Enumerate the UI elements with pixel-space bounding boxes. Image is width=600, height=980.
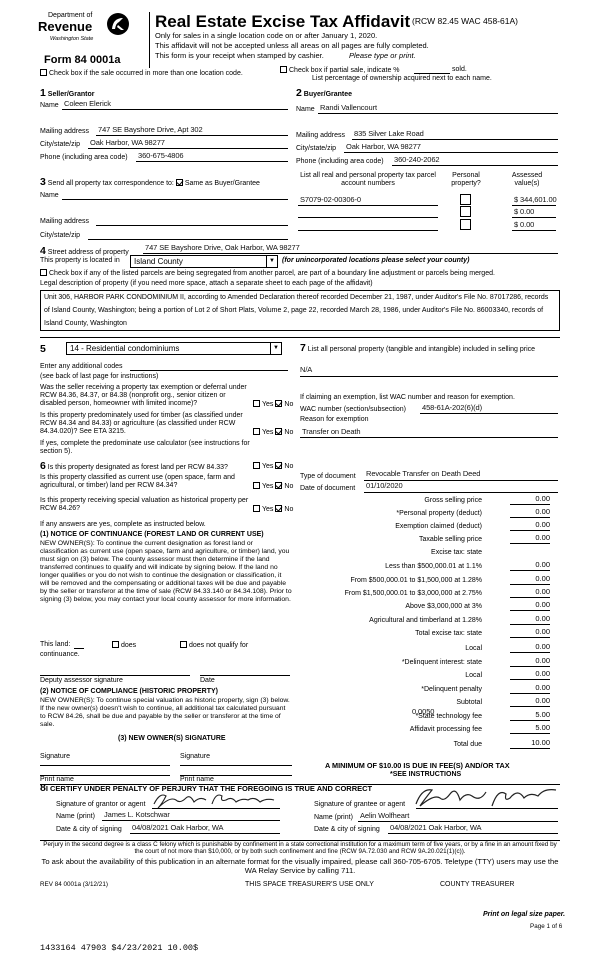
does-row [112,641,136,650]
same-as-buyer-label: Same as Buyer/Grantee [184,180,260,187]
grantor-sig-label: Signature of grantor or agent [56,801,146,808]
sec7-label: List all personal property (tangible and intangible) included in selling price [307,346,536,353]
sec5-q1: Was the seller receiving a property tax exemption or deferral under RCW 84.36, 84.37, or 84.38 (nonprofit org., senior citizen or disabled person, homeowner with limited income)? [40,384,247,408]
parcel-header: List all real and personal property tax parcel account numbers [300,172,436,188]
buyer-city-field[interactable]: Oak Harbor, WA 98277 [346,142,421,151]
assessed-value-2[interactable]: $ 0.00 [514,207,535,216]
no-label: No [284,429,294,436]
tax-row-label: Excise tax: state [431,549,482,556]
deputy-label: Deputy assessor signature [40,677,123,684]
seller-mailing-field[interactable]: 747 SE Bayshore Drive, Apt 302 [98,125,203,134]
county-note: (for unincorporated locations please select your county) [282,257,470,264]
multi-location-checkbox[interactable] [40,69,47,76]
county-select[interactable] [130,255,278,268]
header-line-1: Only for sales in a single location code on or after January 1, 2020. [155,31,378,40]
grantor-print-field[interactable]: James L. Kotschwar [104,810,170,819]
assessed-value-1[interactable]: $ 344,601.00 [514,195,557,204]
does-not-row [180,641,248,650]
yes-label: Yes [262,429,274,436]
located-label: This property is located in [40,257,120,264]
tax-row-label: Above $3,000,000 at 3% [405,603,482,610]
revenue-logo [38,12,138,52]
partial-sale-label: Check box if partial sale, indicate % [289,67,400,74]
buyer-name-label: Name [296,106,315,113]
legal-label: Legal description of property (if you need more space, attach a separate sheet to each page of the affidavit) [40,280,373,287]
forest-no-checkbox[interactable] [275,462,282,469]
doc-date-label: Date of document [300,485,356,492]
parcel-number-2[interactable] [298,217,438,218]
rev-number: REV 84 0001a (3/12/21) [40,881,108,888]
grantee-print-field[interactable]: Aelin Wolfheart [360,811,410,820]
partial-sold-label: sold. [452,66,467,73]
segregated-label: Check box if any of the listed parcels are being segregated from another parcel, are part of a boundary line adjustment or parcels being merged. [49,270,495,277]
tax-row-label: Less than $500,000.01 at 1.1% [385,563,482,570]
seller-name-label: Name [40,102,59,109]
owner-sig-field-2[interactable] [180,765,292,766]
grantee-date-field[interactable]: 04/08/2021 Oak Harbor, WA [390,823,482,832]
sec5-q2: Is this property predominately used for timber (as classified under RCW 84.34 and 84.33) or agriculture (as classified under RCW 84.34.020)? See ETA 3215. [40,412,243,436]
sec8-certify: I CERTIFY UNDER PENALTY OF PERJURY THAT THE FOREGOING IS TRUE AND CORRECT [45,784,373,793]
sec4-label: Street address of property [47,249,129,256]
sec3-mailing-field[interactable] [96,225,288,226]
q1-yes-checkbox[interactable] [253,400,260,407]
land-use-value: 14 - Residential condominiums [70,344,180,353]
land-use-select[interactable] [66,342,282,355]
segregated-checkbox[interactable] [40,269,47,276]
multi-location-row [40,69,243,78]
tax-row-label: Gross selling price [424,497,482,504]
tax-row-value[interactable]: 0.00 [510,670,550,680]
grantee-signature [410,784,560,812]
sec3-city-label: City/state/zip [40,232,81,239]
tax-row-value[interactable]: 0.00 [510,657,550,667]
sec5-q2-answer [253,428,293,437]
sec3-number: 3 [40,176,46,188]
tax-row-value[interactable]: 0.00 [510,561,550,571]
tax-row-value[interactable]: 0.00 [510,508,550,518]
tax-row-label: Exemption claimed (deduct) [395,523,482,530]
current-use-yes-checkbox[interactable] [253,482,260,489]
property-address-field[interactable]: 747 SE Bayshore Drive, Oak Harbor, WA 98277 [145,243,300,252]
logo-revenue: Revenue [38,19,93,34]
deputy-date-field[interactable] [200,675,290,676]
seller-phone-field[interactable]: 360-675-4806 [138,151,184,160]
reason-label: Reason for exemption [300,416,369,423]
multi-location-label: Check box if the sale occurred in more than one location code. [49,70,243,77]
chevron-down-icon: ▼ [270,343,281,355]
chevron-down-icon: ▼ [266,256,277,268]
sec6-q1: Is this property designated as forest land per RCW 84.33? [47,464,228,471]
header-line-2: This affidavit will not be accepted unless all areas on all pages are fully completed. [155,41,429,50]
assessed-header: Assessed value(s) [511,172,543,188]
perjury-notice: Perjury in the second degree is a class C felony which is punishable by confinement in a state correctional institution for a maximum term of five years, or by a fine in an amount fixed by the court of not more than $10,000, or by both such confinement and fine (RCW 9A.72.030 and RCW 9A.20.021(1)(c)). [43,841,557,856]
logo-mark-icon [106,12,130,36]
does-not-label: does not qualify for [189,642,249,649]
tax-row-label: *Delinquent penalty [421,686,482,693]
exemption-label: If claiming an exemption, list WAC number and reason for exemption. [300,394,515,401]
tax-row-value[interactable]: 0.00 [510,495,550,505]
personal-checkbox-3[interactable] [460,219,471,230]
no-label: No [284,463,294,470]
deputy-date-label: Date [200,677,215,684]
county-value: Island County [134,257,183,266]
tax-row-label: Subtotal [456,699,482,706]
q2-yes-checkbox[interactable] [253,428,260,435]
tax-row-label: Taxable selling price [418,536,482,543]
sec6-q3: Is this property receiving special valuation as historical property per RCW 84.26? [40,497,249,513]
sec6-q2-answer [253,482,293,491]
segregated-row [40,269,495,278]
addl-codes-field[interactable] [130,370,288,371]
yes-label: Yes [262,401,274,408]
wac-field[interactable]: 458-61A-202(6)(d) [422,403,482,412]
tax-row-label: Total due [453,741,482,748]
tax-row-label: Local [465,672,482,679]
form-title: Real Estate Excise Tax Affidavit [155,12,411,31]
sec3-name-label: Name [40,192,59,199]
grantee-print-label: Name (print) [314,814,353,821]
sec2-label: Buyer/Grantee [303,91,353,98]
assessed-value-3[interactable]: $ 0.00 [514,220,535,229]
tax-row-label: *Delinquent interest: state [401,659,482,666]
personal-checkbox-2[interactable] [460,206,471,217]
sec2-number: 2 [296,87,302,99]
tax-row-value[interactable]: 0.00 [510,684,550,694]
doc-type-field[interactable]: Revocable Transfer on Death Deed [366,469,481,478]
buyer-mailing-field[interactable]: 835 Silver Lake Road [354,129,424,138]
compliance-text: NEW OWNER(S): To continue special valuation as historic property, sign (3) below. If the new owner(s) doesn't wish to continue, all additional tax calculated pursuant to RCW 84.26, shall be due and payable by the seller or transferor at the time of sale. [40,697,290,729]
tax-row-value[interactable]: 0.00 [510,534,550,544]
ownership-note: List percentage of ownership acquired next to each name. [312,75,492,82]
tax-row-value[interactable]: 0.00 [510,628,550,638]
sec6-q2: Is this property classified as current use (open space, farm and agricultural, or timber) land per RCW 84.34? [40,474,235,490]
tax-row-value[interactable]: 5.00 [510,724,550,734]
historic-yes-checkbox[interactable] [253,505,260,512]
seller-mailing-label: Mailing address [40,128,90,135]
grantor-signature [150,790,280,812]
grantor-print-label: Name (print) [56,813,95,820]
grantee-sig-label: Signature of grantee or agent [314,801,406,808]
owner-print-label-2: Print name [180,776,214,783]
owner-sig-label-2: Signature [180,753,210,760]
header-line-3: This form is your receipt when stamped by cashier. [155,51,324,60]
header-italic: Please type or print. [349,51,416,60]
tax-row-value[interactable]: 0.00 [510,697,550,707]
seller-city-label: City/state/zip [40,141,81,148]
tax-row-value[interactable]: 0.00 [510,615,550,625]
parcel-number-3[interactable] [298,230,438,231]
same-as-buyer-checkbox[interactable] [176,179,183,186]
sec1-number: 1 [40,87,46,99]
yes-label: Yes [262,483,274,490]
reason-field[interactable]: Transfer on Death [302,427,361,436]
grantor-date-label: Date & city of signing [56,826,122,833]
land-label: This land: [40,641,71,648]
yes-label: Yes [262,506,274,513]
buyer-name-field[interactable]: Randi Vallencourt [320,103,377,112]
buyer-phone-label: Phone (including area code) [296,158,384,165]
sec4-number: 4 [40,245,46,257]
accessibility-notice: To ask about the availability of this publication in an alternate format for the visually impaired, please call 360-705-6705. Teletype (TTY) users may use the WA Relay Service by calling 711. [41,857,559,876]
continuance-label: continuance. [40,651,80,658]
tax-row-label: From $500,000.01 to $1,500,000 at 1.28% [350,577,482,584]
new-owner-heading: (3) NEW OWNER(S) SIGNATURE [118,735,226,742]
partial-sale-checkbox[interactable] [280,66,287,73]
tax-row-label: Total excise tax: state [415,630,482,637]
no-label: No [284,483,294,490]
no-label: No [284,506,294,513]
no-label: No [284,401,294,408]
historic-no-checkbox[interactable] [275,505,282,512]
tax-row-label: *State technology fee [415,713,482,720]
sec5-q1-answer [253,400,293,409]
tax-row-value[interactable]: 0.00 [510,601,550,611]
grantor-date-field[interactable]: 04/08/2021 Oak Harbor, WA [132,823,224,832]
q2-no-checkbox[interactable] [275,428,282,435]
addl-codes-note: (see back of last page for instructions) [40,373,159,380]
form-number: Form 84 0001a [44,54,121,66]
tax-row-label: Local [465,645,482,652]
sec3-mailing-label: Mailing address [40,218,90,225]
sec7-number: 7 [300,342,306,354]
partial-pct-field[interactable] [414,73,450,74]
sec6-q3-answer [253,505,293,514]
sec6-q1-answer [253,462,293,471]
buyer-city-label: City/state/zip [296,145,337,152]
owner-print-label-1: Print name [40,776,74,783]
q1-no-checkbox[interactable] [275,400,282,407]
form-title-ref: (RCW 82.45 WAC 458-61A) [412,16,518,26]
sec3-city-field[interactable] [88,239,288,240]
logo-dept: Department of [48,12,93,19]
sec5-q2b: If yes, complete the predominate use calculator (see instructions for section 5). [40,440,250,456]
tax-row-label: *Personal property (deduct) [396,510,482,517]
yes-label: Yes [262,463,274,470]
sec6-note: If any answers are yes, complete as instructed below. [40,521,206,528]
doc-date-field[interactable]: 01/10/2020 [366,481,403,490]
wac-label: WAC number (section/subsection) [300,406,406,413]
tax-row-value[interactable]: 10.00 [510,739,550,749]
tax-row-label: Affidavit processing fee [409,726,482,733]
compliance-heading: (2) NOTICE OF COMPLIANCE (HISTORIC PROPERTY) [40,688,218,695]
personal-checkbox-1[interactable] [460,194,471,205]
deputy-sig-field[interactable] [40,675,190,676]
continuance-heading: (1) NOTICE OF CONTINUANCE (FOREST LAND OR CURRENT USE) [40,531,264,538]
doc-type-label: Type of document [300,473,356,480]
legal-size-note: Print on legal size paper. [483,911,566,918]
sec6-number: 6 [40,460,46,472]
seller-city-field[interactable]: Oak Harbor, WA 98277 [90,138,165,147]
tax-row-label: From $1,500,000.01 to $3,000,000 at 2.75% [344,590,482,597]
tax-row-label: Agricultural and timberland at 1.28% [369,617,482,624]
recording-stamp: 1433164 47903 $4/23/2021 10.00$ [40,943,199,953]
logo-state: Washington State [50,36,94,42]
treasurer-use: THIS SPACE TREASURER'S USE ONLY [245,881,374,888]
forest-yes-checkbox[interactable] [253,462,260,469]
tax-row-value[interactable]: 0.00 [510,575,550,585]
addl-codes-label: Enter any additional codes [40,363,123,370]
buyer-mailing-label: Mailing address [296,132,346,139]
partial-sale-row [280,66,400,75]
seller-phone-label: Phone (including area code) [40,154,128,161]
seller-name-field[interactable]: Coleen Elerick [64,99,111,108]
continuance-text: NEW OWNER(S): To continue the current designation as forest land or classification as current use (open space, farm and agriculture, or timber) land, you must sign on (3) below. The county assessor must then determine if the land transferred continues to qualify and will indicate by signing below. If the land no longer qualifies or you do not wish to continue the designation or classification, it will be removed and the compensating or additional taxes will be due and payable by the seller or transferor at the time of sale (RCW 84.33.140 or 84.34.108). Prior to signing (3) below, you may contact your local county assessor for more information. [40,540,292,604]
tax-row-value[interactable]: 0.00 [510,588,550,598]
sec1-label: Seller/Grantor [47,91,95,98]
sec8-number: 8 [40,782,46,794]
sec3-name-field[interactable] [62,199,288,200]
does-checkbox[interactable] [112,641,119,648]
personal-property-field[interactable]: N/A [300,365,313,374]
sec3-label: Send all property tax correspondence to: [47,180,174,187]
grantee-date-label: Date & city of signing [314,826,380,833]
parcel-number-1[interactable]: S7079-02-00306-0 [300,195,361,204]
current-use-no-checkbox[interactable] [275,482,282,489]
does-label: does [121,642,137,649]
owner-sig-field-1[interactable] [40,765,170,766]
sec5-number: 5 [40,343,46,355]
tax-row-value[interactable]: 0.00 [510,521,550,531]
legal-description-field[interactable]: Unit 306, HARBOR PARK CONDOMINIUM II, according to Amended Declaration thereof recorded December 21, 1987, under Auditor's File No. 87017286, records of Island County, Washington; being a portion of Lot 2 of Short Plats, Volume 2, page 22, recorded March 28, 1986, under Auditor's File No. 86003340, records of Island County, Washington [40,290,560,331]
local-rate: 0.0050 [412,707,435,716]
personal-header: Personal property? [451,172,481,188]
tax-row-value[interactable]: 0.00 [510,643,550,653]
page-number: Page 1 of 6 [530,923,563,930]
minimum-notice: A MINIMUM OF $10.00 IS DUE IN FEE(S) AND/OR TAX [325,761,510,770]
does-not-checkbox[interactable] [180,641,187,648]
owner-sig-label-1: Signature [40,753,70,760]
see-instructions: *SEE INSTRUCTIONS [390,771,462,778]
tax-row-value[interactable]: 5.00 [510,711,550,721]
buyer-phone-field[interactable]: 360-240-2062 [394,155,440,164]
county-treasurer: COUNTY TREASURER [440,881,515,888]
